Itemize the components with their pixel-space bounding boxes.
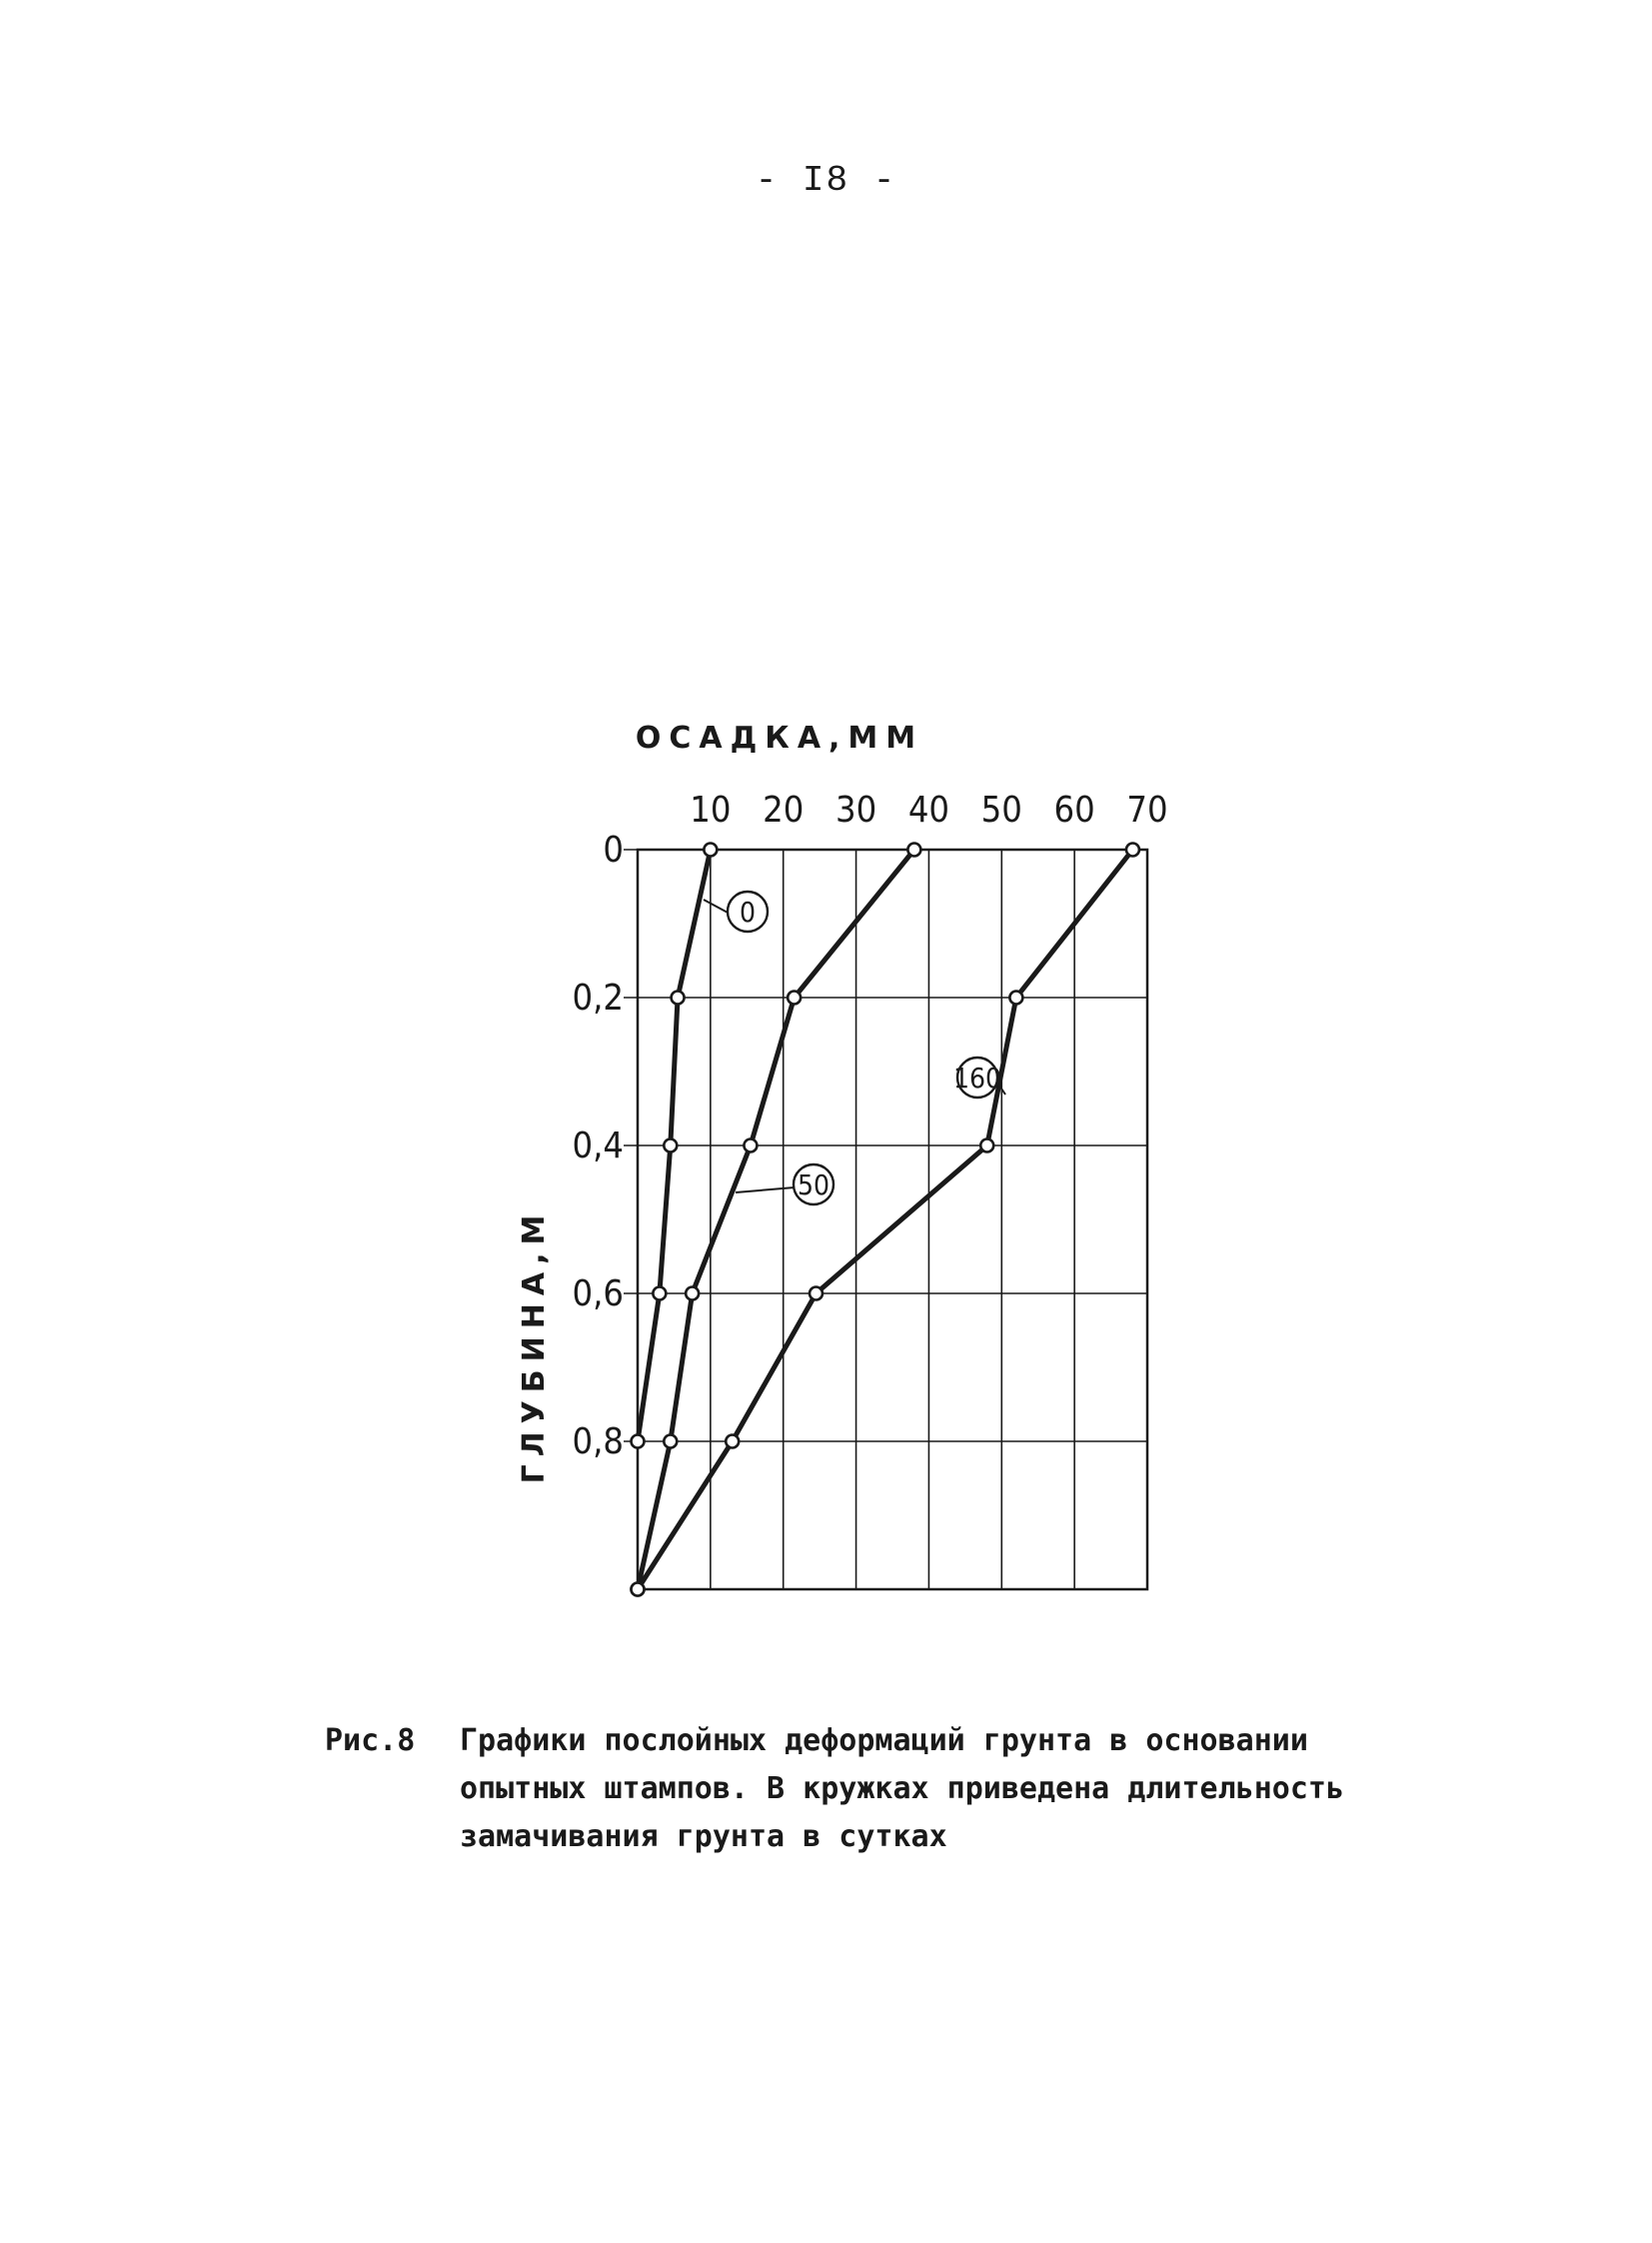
data-point [788,992,801,1005]
series-badge-label: 0 [739,896,757,929]
series-line-50 [638,850,914,1589]
data-point [1009,992,1022,1005]
x-tick-label: 30 [834,790,877,831]
y-tick-label: 0,4 [572,1125,624,1166]
grid [624,850,1147,1589]
data-point [686,1287,699,1300]
y-axis-title: ГЛУБИНА,М [517,1206,552,1484]
series-line-160 [638,850,1132,1589]
data-point [726,1435,739,1448]
data-point [672,992,685,1005]
data-point [653,1287,666,1300]
series-badge-label: 50 [797,1168,830,1201]
y-tick-label: 0,8 [572,1421,624,1462]
badge-leader-line [704,900,730,914]
x-tick-label: 40 [907,790,950,831]
data-point [704,844,717,857]
tick-labels [573,790,1168,1462]
figure-caption-text: Графики послойных деформаций грунта в основании опытных штампов. В кружках приведена длительность замачивания грунта в сутках [460,1723,1345,1854]
figure-label: Рис.8 [325,1723,416,1758]
y-tick-label: 0,6 [572,1273,624,1314]
data-point [664,1139,677,1152]
plot-frame [638,850,1147,1589]
data-point [664,1435,677,1448]
page-number: - I8 - [755,160,897,201]
series-badge-label: 160 [952,1062,1002,1095]
data-point [980,1139,993,1152]
y-tick-label: 0,2 [572,978,624,1019]
y-tick-label: 0 [603,830,624,871]
data-point [1126,844,1139,857]
x-tick-label: 50 [980,790,1022,831]
figure-caption [325,1717,1444,1861]
x-tick-label: 70 [1126,790,1168,831]
data-point [810,1287,823,1300]
badge-leader-line [736,1187,795,1192]
x-axis-title: ОСАДКА,ММ [635,721,924,756]
x-tick-label: 10 [690,790,732,831]
data-point [907,844,920,857]
data-point [632,1583,645,1596]
data-point [632,1435,645,1448]
x-tick-label: 60 [1053,790,1095,831]
data-point [744,1139,757,1152]
x-tick-label: 20 [763,790,805,831]
series-badges [704,892,1005,1204]
series-lines [632,844,1139,1596]
